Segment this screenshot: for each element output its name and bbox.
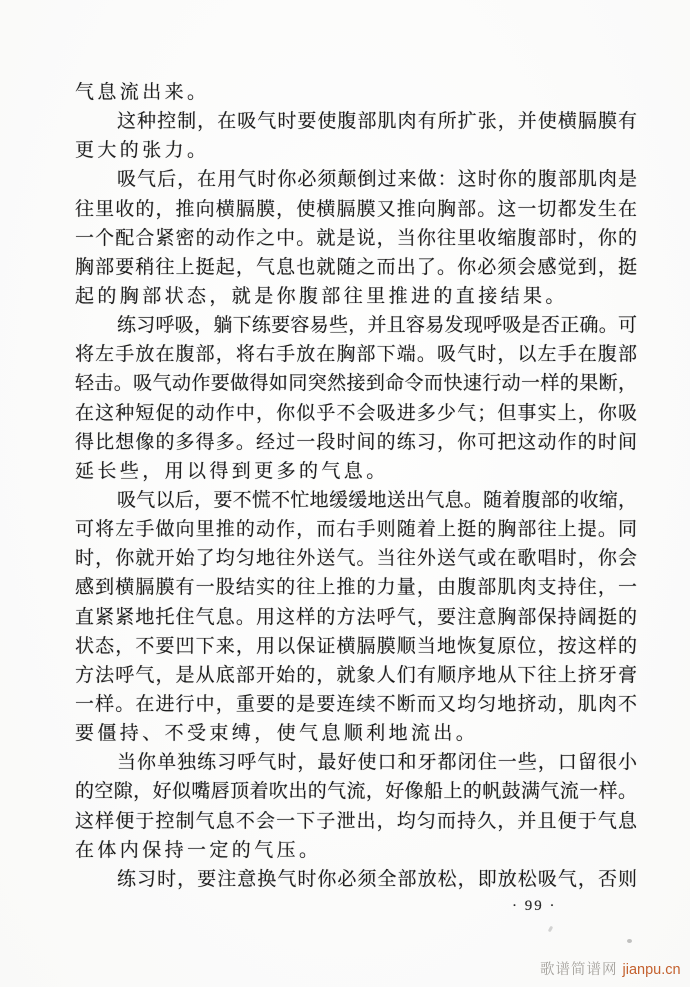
text-line: 将左手放在腹部，将右手放在胸部下端。吸气时，以左手在腹部: [75, 344, 637, 366]
text-line: 时，你就开始了均匀地往外送气。当往外送气或在歌唱时，你会: [75, 548, 637, 570]
text-line: 方法呼气，是从底部开始的，就象人们有顺序地从下往上挤牙膏: [75, 664, 637, 686]
text-line: 一样。在进行中，重要的是要连续不断而又均匀地挤动，肌肉不: [75, 693, 637, 715]
text-line: 起的胸部状态，就是你腹部往里推进的直接结果。: [75, 285, 568, 307]
text-line: 在体内保持一定的气压。: [75, 839, 322, 861]
text-line: 的空隙，好似嘴唇顶着吹出的气流，好像船上的帆鼓满气流一样。: [75, 781, 637, 803]
text-line: 更大的张力。: [75, 140, 210, 162]
scan-artifact: [627, 939, 632, 943]
text-line: 可将左手做向里推的动作，而右手则随着上挺的胸部往上提。同: [75, 519, 637, 541]
text-line: 这样便于控制气息不会一下子泄出，均匀而持久，并且便于气息: [75, 810, 637, 832]
watermark: [540, 958, 681, 979]
text-line: 吸气以后，要不慌不忙地缓缓地送出气息。随着腹部的收缩，: [117, 489, 637, 511]
text-line: 感到横膈膜有一股结实的往上推的力量，由腹部肌肉支持住，一: [75, 577, 637, 599]
text-line: 延长些，用以得到更多的气息。: [75, 460, 389, 482]
scan-artifact: [548, 926, 553, 933]
watermark-site-url: jianpu.cn: [622, 962, 681, 978]
text-line: 轻击。吸气动作要做得如同突然接到命令而快速行动一样的果断，: [75, 373, 637, 395]
text-line: 气息流出来。: [75, 82, 210, 103]
watermark-site-name: 歌谱简谱网: [540, 962, 618, 978]
text-line: 练习呼吸，躺下练要容易些，并且容易发现呼吸是否正确。可: [117, 315, 637, 337]
text-line: 一个配合紧密的动作之中。就是说，当你往里收缩腹部时，你的: [75, 227, 637, 249]
body-text: [75, 78, 637, 894]
text-line: 在这种短促的动作中，你似乎不会吸进多少气；但事实上，你吸: [75, 402, 637, 424]
text-line: 这种控制，在吸气时要使腹部肌肉有所扩张，并使横膈膜有: [117, 111, 637, 133]
text-line: 要僵持、不受束缚，使气息顺利地流出。: [75, 723, 479, 745]
text-line: 当你单独练习呼气时，最好使口和牙都闭住一些，口留很小: [117, 752, 637, 774]
text-line: 直紧紧地托住气息。用这样的方法呼气，要注意胸部保持阔挺的: [75, 606, 637, 628]
text-line: 胸部要稍往上挺起，气息也就随之而出了。你必须会感觉到，挺: [75, 256, 637, 278]
text-line: 状态，不要凹下来，用以保证横膈膜顺当地恢复原位，按这样的: [75, 635, 637, 657]
text-line: 练习时，要注意换气时你必须全部放松，即放松吸气，否则: [117, 868, 637, 890]
text-line: 吸气后，在用气时你必须颠倒过来做：这时你的腹部肌肉是: [117, 169, 637, 191]
text-line: 往里收的，推向横膈膜，使横膈膜又推向胸部。这一切都发生在: [75, 198, 637, 220]
text-line: 得比想像的多得多。经过一段时间的练习，你可把这动作的时间: [75, 431, 637, 453]
page-number: · 99 ·: [512, 898, 557, 914]
